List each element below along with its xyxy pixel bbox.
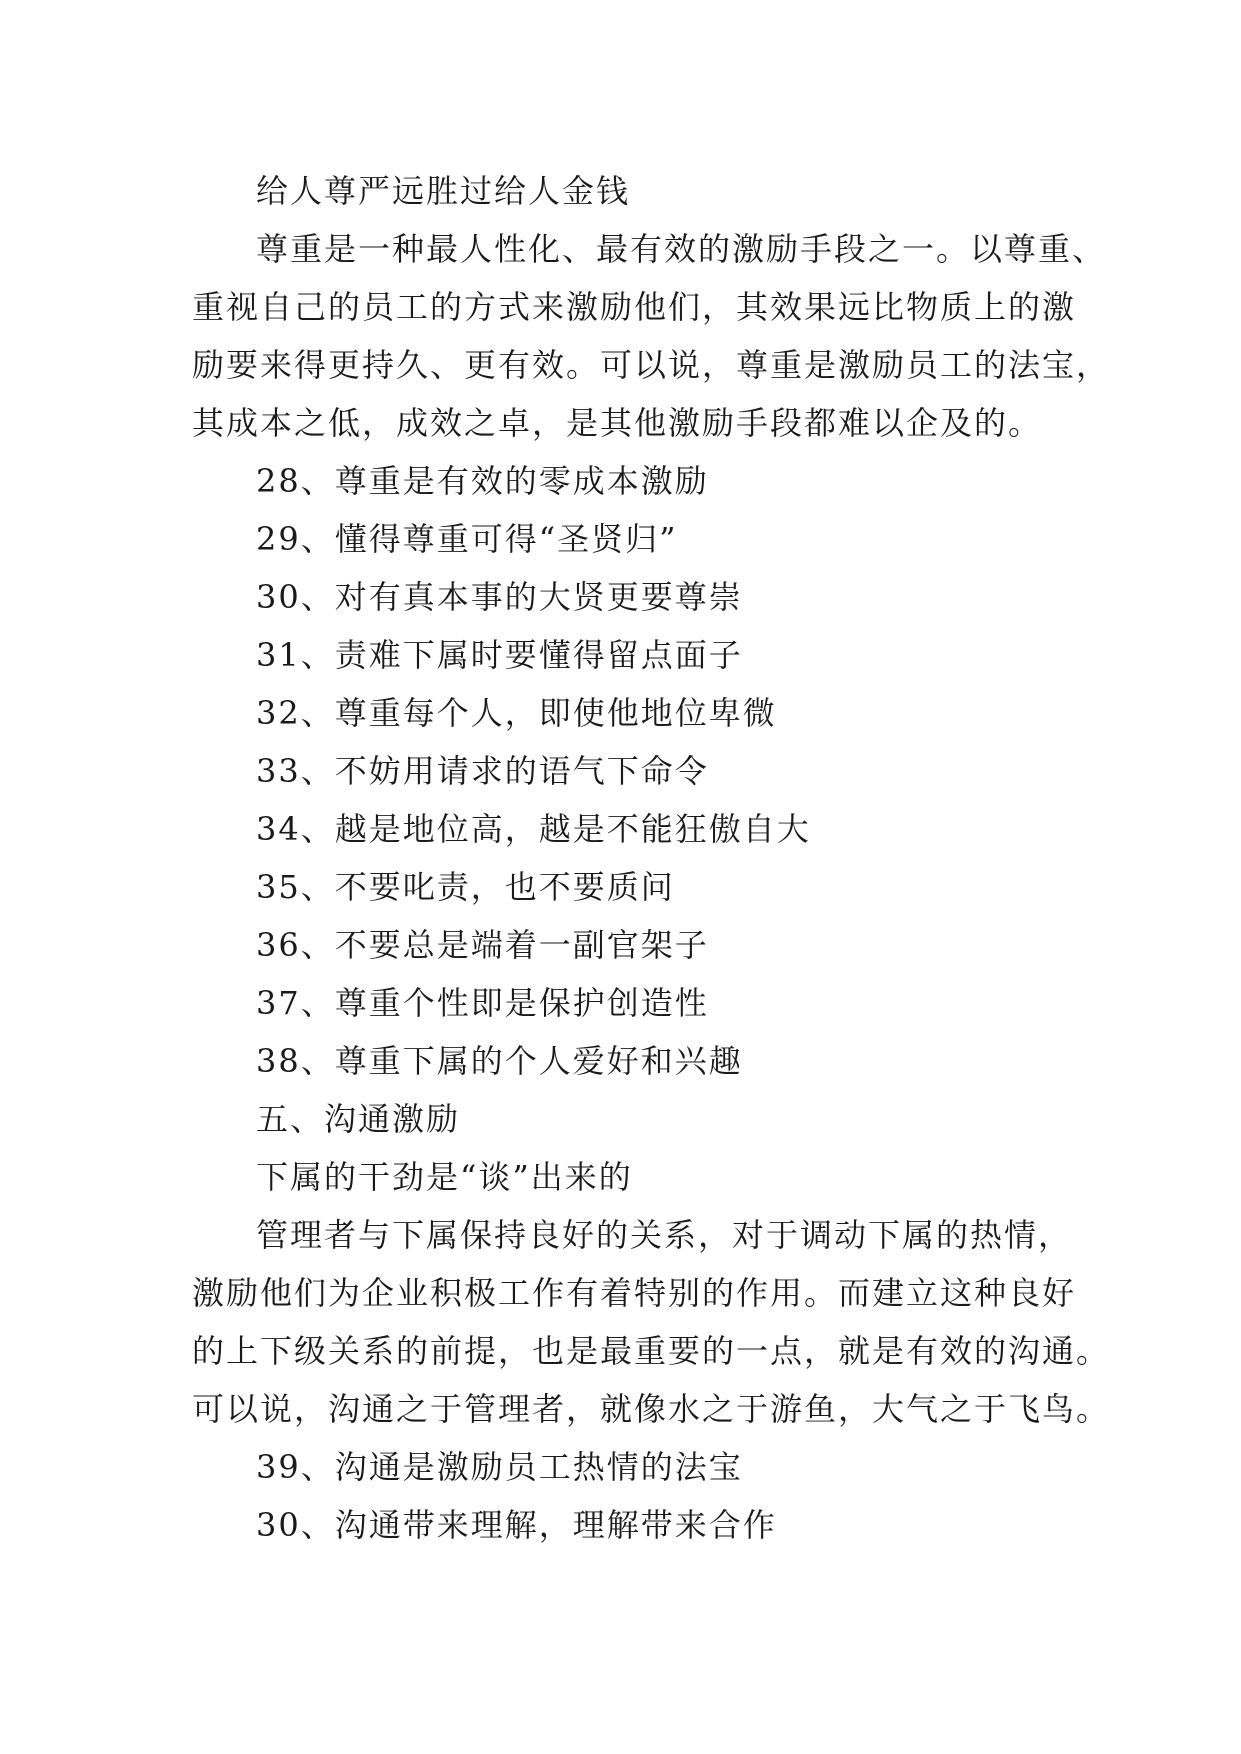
list-item: 30、沟通带来理解，理解带来合作 xyxy=(256,1506,777,1544)
list-item: 37、尊重个性即是保护创造性 xyxy=(256,984,709,1022)
list-respect xyxy=(192,452,1062,1090)
paragraph-line: 其成本之低，成效之卓，是其他激励手段都难以企及的。 xyxy=(192,404,1043,442)
paragraph-line: 的上下级关系的前提，也是最重要的一点，就是有效的沟通。 xyxy=(192,1332,1111,1370)
list-item: 32、尊重每个人，即使他地位卑微 xyxy=(256,694,777,732)
list-communication xyxy=(192,1438,1062,1554)
paragraph-line: 励要来得更持久、更有效。可以说，尊重是激励员工的法宝， xyxy=(192,346,1111,384)
paragraph-line: 管理者与下属保持良好的关系，对于调动下属的热情， xyxy=(256,1216,1073,1254)
paragraph-line: 尊重是一种最人性化、最有效的激励手段之一。以尊重、 xyxy=(256,230,1107,268)
list-item: 29、懂得尊重可得“圣贤归” xyxy=(256,520,678,558)
paragraph-respect xyxy=(192,220,1111,452)
list-item: 31、责难下属时要懂得留点面子 xyxy=(256,636,743,674)
list-item: 30、对有真本事的大贤更要尊崇 xyxy=(256,578,743,616)
section-title-communication: 五、沟通激励 xyxy=(256,1100,461,1138)
paragraph-communication xyxy=(192,1206,1111,1438)
paragraph-line: 可以说，沟通之于管理者，就像水之于游鱼，大气之于飞鸟。 xyxy=(192,1390,1111,1428)
list-item: 35、不要叱责，也不要质问 xyxy=(256,868,675,906)
list-item: 39、沟通是激励员工热情的法宝 xyxy=(256,1448,743,1486)
paragraph-line: 激励他们为企业积极工作有着特别的作用。而建立这种良好 xyxy=(192,1274,1077,1312)
heading-communication: 下属的干劲是“谈”出来的 xyxy=(256,1158,633,1196)
paragraph-line: 重视自己的员工的方式来激励他们，其效果远比物质上的激 xyxy=(192,288,1077,326)
list-item: 28、尊重是有效的零成本激励 xyxy=(256,462,709,500)
list-item: 34、越是地位高，越是不能狂傲自大 xyxy=(256,810,811,848)
heading-dignity: 给人尊严远胜过给人金钱 xyxy=(256,172,631,210)
list-item: 38、尊重下属的个人爱好和兴趣 xyxy=(256,1042,743,1080)
document-page xyxy=(192,162,1111,1554)
list-item: 36、不要总是端着一副官架子 xyxy=(256,926,709,964)
list-item: 33、不妨用请求的语气下命令 xyxy=(256,752,709,790)
